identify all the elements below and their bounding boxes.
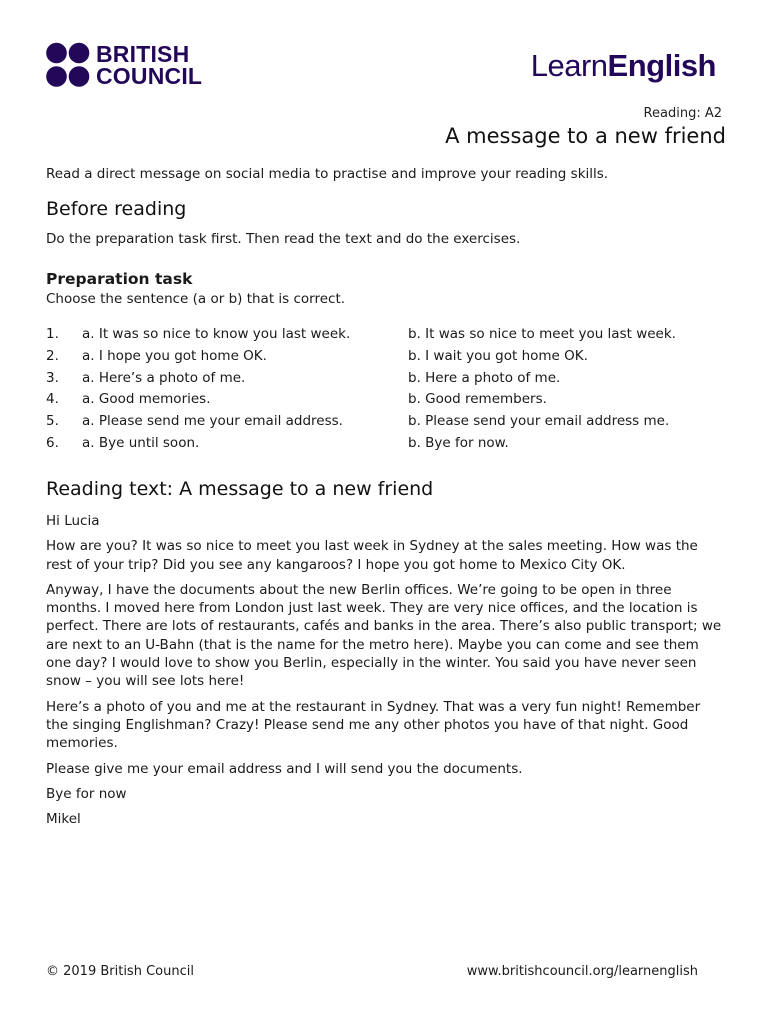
option-b: b. It was so nice to meet you last week. xyxy=(408,326,676,342)
option-a: a. I hope you got home OK. xyxy=(82,347,267,364)
greeting: Hi Lucia xyxy=(46,513,100,529)
task-number: 1. xyxy=(46,326,59,342)
reading-paragraph: Anyway, I have the documents about the new Berlin offices. We’re going to be open in three months. I moved here from London just last week. They are very nice offices, and the location is perfect. There are lots of restaurants, cafés and banks in the area. There’s also public transport; we are next to an U-Bahn (that is the name for the metro here). Maybe you can come and see them one day? I would love to show you Berlin, especially in the winter. You said you have never seen snow – you will see lots here! xyxy=(46,581,722,690)
task-number: 3. xyxy=(46,369,59,386)
brand-light: Learn xyxy=(530,48,608,83)
preparation-task-list xyxy=(46,324,726,455)
signature: Mikel xyxy=(46,811,81,828)
footer-url-link[interactable]: www.britishcouncil.org/learnenglish xyxy=(466,964,698,979)
page-title: A message to a new friend xyxy=(445,124,726,148)
task-number: 5. xyxy=(46,413,59,430)
reading-paragraph: How are you? It was so nice to meet you last week in Sydney at the sales meeting. How was the rest of your trip? Did you see any kangaroos? I hope you got home to Mexico City OK. xyxy=(46,538,698,573)
reading-paragraph: Here’s a photo of you and me at the restaurant in Sydney. That was a very fun night! Remember the singing Englishman? Crazy! Please send me any other photos you have of that night. Good memories. xyxy=(46,698,701,752)
reading-text xyxy=(46,512,726,835)
option-a: a. Here’s a photo of me. xyxy=(82,369,246,386)
reading-heading: Reading text: A message to a new friend xyxy=(46,478,434,500)
preparation-instruction: Choose the sentence (a or b) that is correct. xyxy=(46,291,346,307)
british-council-logo[interactable] xyxy=(46,42,221,90)
option-b: b. I wait you got home OK. xyxy=(408,347,588,364)
task-number: 2. xyxy=(46,347,59,364)
preparation-heading: Preparation task xyxy=(46,270,193,288)
task-number: 4. xyxy=(46,391,59,408)
task-row xyxy=(46,389,726,411)
logo-dots-icon xyxy=(46,42,90,88)
logo-wordmark xyxy=(96,43,202,87)
option-b: b. Bye for now. xyxy=(408,434,509,451)
task-row xyxy=(46,346,726,368)
brand-bold: English xyxy=(607,48,716,83)
footer-copyright: © 2019 British Council xyxy=(46,964,194,979)
task-row xyxy=(46,324,726,346)
reading-paragraph: Please give me your email address and I will send you the documents. xyxy=(46,760,523,777)
logo-line-1: BRITISH xyxy=(96,41,190,67)
option-b: b. Please send your email address me. xyxy=(408,413,670,430)
task-number: 6. xyxy=(46,434,59,451)
reading-level: Reading: A2 xyxy=(643,106,722,121)
option-a: a. Bye until soon. xyxy=(82,434,200,451)
task-row xyxy=(46,368,726,390)
option-a: a. Please send me your email address. xyxy=(82,413,343,430)
learnenglish-logo[interactable] xyxy=(531,48,716,84)
logo-line-2: COUNCIL xyxy=(96,63,203,89)
option-a: a. Good memories. xyxy=(82,391,211,408)
option-a: a. It was so nice to know you last week. xyxy=(82,326,351,342)
before-reading-heading: Before reading xyxy=(46,198,187,220)
before-reading-text: Do the preparation task first. Then read the text and do the exercises. xyxy=(46,231,521,247)
option-b: b. Here a photo of me. xyxy=(408,369,561,386)
sign-off: Bye for now xyxy=(46,785,127,802)
intro-text: Read a direct message on social media to practise and improve your reading skills. xyxy=(46,166,609,182)
task-row xyxy=(46,433,726,455)
task-row xyxy=(46,411,726,433)
option-b: b. Good remembers. xyxy=(408,391,547,408)
